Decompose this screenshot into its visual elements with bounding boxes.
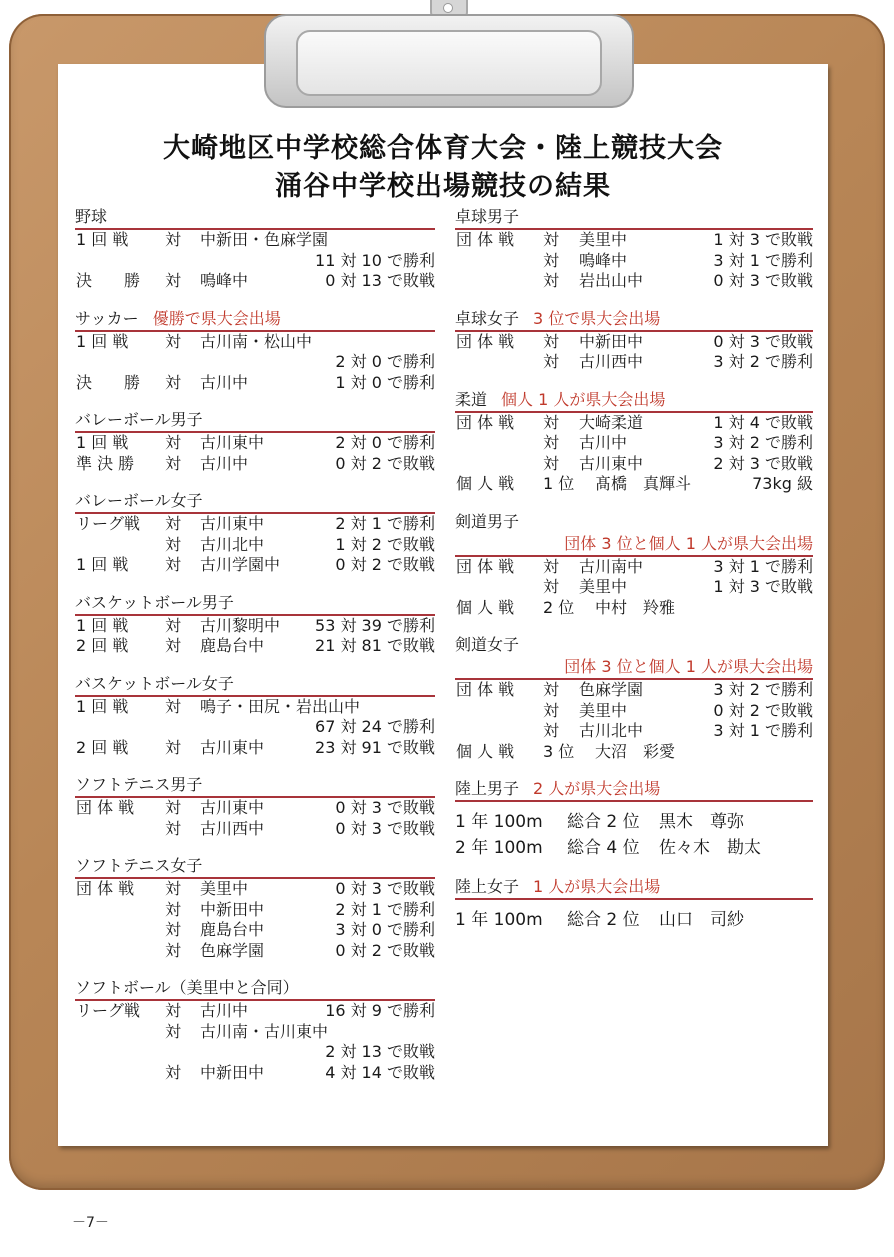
versus-label: 対 — [165, 514, 182, 533]
versus-label: 対 — [165, 920, 182, 939]
opponent-name: 古川東中 — [200, 514, 265, 533]
round-label: 団 体 戦 — [456, 556, 515, 576]
qualification-note: 2 人が県大会出場 — [533, 779, 661, 798]
versus-label: 対 — [165, 271, 182, 290]
event-name: 1 年 100m — [455, 910, 543, 930]
opponent-name: 古川中 — [200, 453, 249, 473]
sport-name: ソフトテニス男子 — [75, 775, 203, 794]
versus-label: 対 — [165, 940, 182, 960]
versus-label: 対 — [165, 798, 182, 817]
result-section — [75, 774, 435, 839]
match-row — [455, 332, 813, 353]
section-heading — [455, 308, 813, 332]
section-heading — [75, 855, 435, 879]
match-score: 16 対 9 で勝利 — [325, 1001, 435, 1020]
result-section — [455, 634, 813, 762]
versus-label: 対 — [165, 818, 182, 838]
versus-label: 対 — [165, 1021, 182, 1041]
match-score: 2 対 13 で敗戦 — [325, 1042, 435, 1061]
match-score: 3 対 2 で勝利 — [713, 352, 813, 371]
versus-label: 対 — [543, 352, 560, 371]
match-row — [75, 514, 435, 535]
clip-hole — [443, 3, 453, 13]
round-label: 2 回 戦 — [76, 636, 129, 655]
match-score: 21 対 81 で敗戦 — [315, 636, 435, 655]
result-section — [455, 308, 813, 373]
match-row — [455, 271, 813, 292]
opponent-name: 古川東中 — [200, 433, 265, 452]
round-label: 団 体 戦 — [456, 680, 515, 699]
section-heading — [455, 876, 813, 900]
versus-label: 対 — [543, 556, 560, 576]
section-heading — [455, 778, 813, 802]
athlete-name: 山口 司紗 — [659, 910, 744, 930]
match-row — [75, 819, 435, 840]
sport-name: 陸上女子 — [455, 877, 520, 896]
match-row — [75, 1022, 435, 1043]
versus-label: 対 — [165, 453, 182, 473]
match-score: 0 対 2 で敗戦 — [713, 700, 813, 720]
versus-label: 対 — [543, 271, 560, 290]
athlete-name: 大沼 彩愛 — [595, 741, 676, 761]
opponent-name: 古川中 — [200, 1001, 249, 1020]
round-label: 個 人 戦 — [456, 597, 515, 617]
match-score: 0 対 3 で敗戦 — [713, 331, 813, 351]
section-heading — [75, 977, 435, 1001]
match-score: 0 対 2 で敗戦 — [335, 940, 435, 960]
left-column — [75, 206, 435, 1099]
opponent-name: 美里中 — [200, 879, 249, 898]
versus-label: 対 — [165, 555, 182, 574]
match-row — [455, 352, 813, 373]
match-score: 67 対 24 で勝利 — [315, 717, 435, 736]
match-row — [455, 433, 813, 454]
section-heading — [455, 511, 813, 557]
match-row — [75, 900, 435, 921]
match-row — [75, 352, 435, 373]
versus-label: 対 — [543, 433, 560, 452]
athletics-section — [455, 778, 813, 860]
individual-rank: 2 位 — [543, 597, 575, 617]
versus-label: 対 — [165, 1062, 182, 1082]
versus-label: 対 — [165, 899, 182, 919]
match-row — [75, 230, 435, 251]
section-heading — [75, 206, 435, 230]
opponent-name: 中新田中 — [200, 1062, 265, 1082]
versus-label: 対 — [543, 577, 560, 596]
weight-class: 73kg 級 — [752, 474, 813, 493]
match-score: 3 対 0 で勝利 — [335, 920, 435, 939]
opponent-name: 鳴峰中 — [579, 250, 628, 270]
right-column — [455, 206, 813, 948]
match-row — [75, 941, 435, 962]
match-score: 0 対 3 で敗戦 — [335, 879, 435, 898]
opponent-name: 色麻学園 — [200, 940, 265, 960]
round-label: リーグ戦 — [76, 1001, 141, 1020]
individual-result-row — [455, 598, 813, 619]
versus-label: 対 — [543, 680, 560, 699]
match-row — [75, 738, 435, 759]
qualification-note: 3 位で県大会出場 — [533, 308, 661, 328]
round-label: 決 勝 — [76, 271, 141, 290]
athletics-section — [455, 876, 813, 932]
opponent-name: 中新田中 — [579, 331, 644, 351]
opponent-name: 古川南中 — [579, 556, 644, 576]
sport-name: 野球 — [75, 207, 108, 226]
round-label: 団 体 戦 — [456, 331, 515, 351]
round-label: 決 勝 — [76, 372, 141, 392]
match-score: 3 対 1 で勝利 — [713, 556, 813, 576]
qualification-note: 団体 3 位と個人 1 人が県大会出場 — [564, 657, 813, 676]
match-row — [455, 454, 813, 475]
opponent-name: 鹿島台中 — [200, 920, 265, 939]
individual-result-row — [455, 474, 813, 495]
result-section — [75, 673, 435, 759]
match-score: 0 対 13 で敗戦 — [325, 271, 435, 290]
match-score: 3 対 1 で勝利 — [713, 250, 813, 270]
sport-name: 陸上男子 — [455, 779, 520, 798]
athlete-name: 髙橋 真輝斗 — [595, 474, 692, 493]
opponent-name: 古川西中 — [579, 352, 644, 371]
versus-label: 対 — [165, 615, 182, 635]
result-section — [75, 855, 435, 961]
match-row — [75, 1063, 435, 1084]
versus-label: 対 — [165, 879, 182, 898]
versus-label: 対 — [165, 737, 182, 757]
round-label: 個 人 戦 — [456, 474, 515, 493]
opponent-name: 古川学園中 — [200, 555, 281, 574]
match-row — [75, 373, 435, 394]
clip-plate — [296, 30, 602, 96]
versus-label: 対 — [165, 534, 182, 554]
opponent-name: 古川東中 — [579, 453, 644, 473]
match-score: 1 対 2 で敗戦 — [335, 534, 435, 554]
sport-name: ソフトボール（美里中と合同） — [75, 978, 299, 997]
opponent-name: 古川中 — [200, 372, 249, 392]
match-row — [455, 413, 813, 434]
page-number: －7－ — [72, 1215, 109, 1231]
overall-rank: 総合 4 位 — [567, 838, 640, 858]
qualification-note: 個人 1 人が県大会出場 — [501, 389, 666, 409]
match-score: 0 対 2 で敗戦 — [335, 453, 435, 473]
opponent-name: 古川東中 — [200, 737, 265, 757]
opponent-name: 美里中 — [579, 577, 628, 596]
qualification-note: 団体 3 位と個人 1 人が県大会出場 — [564, 533, 813, 553]
sport-name: 卓球女子 — [455, 308, 520, 328]
section-heading — [75, 592, 435, 616]
round-label: 1 回 戦 — [76, 615, 129, 635]
versus-label: 対 — [165, 1001, 182, 1020]
overall-rank: 総合 2 位 — [567, 812, 640, 832]
match-row — [75, 636, 435, 657]
round-label: 1 回 戦 — [76, 433, 129, 452]
page-title-line1: 大崎地区中学校総合体育大会・陸上競技大会 — [163, 133, 723, 164]
athlete-name: 中村 羚雅 — [595, 597, 676, 617]
versus-label: 対 — [543, 700, 560, 720]
opponent-name: 古川黎明中 — [200, 615, 281, 635]
section-heading — [75, 673, 435, 697]
match-row — [75, 251, 435, 272]
match-score: 11 対 10 で勝利 — [315, 250, 435, 270]
match-row — [75, 616, 435, 637]
match-score: 2 対 1 で勝利 — [335, 899, 435, 919]
round-label: 団 体 戦 — [456, 230, 515, 249]
match-row — [75, 535, 435, 556]
event-name: 1 年 100m — [455, 812, 543, 832]
versus-label: 対 — [165, 372, 182, 392]
sport-name: バレーボール男子 — [75, 410, 203, 429]
section-heading — [75, 308, 435, 332]
match-row — [75, 717, 435, 738]
versus-label: 対 — [165, 433, 182, 452]
result-section — [75, 206, 435, 292]
page-title-line2: 涌谷中学校出場競技の結果 — [275, 171, 611, 202]
sport-name: サッカー — [75, 308, 139, 328]
overall-rank: 総合 2 位 — [567, 910, 640, 930]
round-label: 団 体 戦 — [456, 412, 515, 432]
round-label: 2 回 戦 — [76, 737, 129, 757]
opponent-name: 中新田・色麻学園 — [200, 230, 329, 249]
sport-name: バスケットボール男子 — [75, 592, 234, 612]
match-row — [455, 721, 813, 742]
result-section — [75, 592, 435, 657]
sport-name: 剣道男子 — [455, 511, 520, 531]
opponent-name: 古川南・松山中 — [200, 331, 313, 351]
match-score: 4 対 14 で敗戦 — [325, 1062, 435, 1082]
match-row — [75, 798, 435, 819]
qualification-note: 優勝で県大会出場 — [152, 308, 281, 328]
result-section — [75, 977, 435, 1083]
sport-name: 卓球男子 — [455, 207, 520, 226]
section-heading — [75, 774, 435, 798]
match-row — [75, 697, 435, 718]
match-score: 23 対 91 で敗戦 — [315, 737, 435, 757]
match-score: 0 対 2 で敗戦 — [335, 555, 435, 574]
round-label: 準 決 勝 — [76, 453, 135, 473]
individual-rank: 1 位 — [543, 474, 575, 493]
athlete-row — [455, 906, 813, 932]
match-row — [75, 433, 435, 454]
versus-label: 対 — [543, 230, 560, 249]
match-score: 0 対 3 で敗戦 — [713, 271, 813, 290]
opponent-name: 古川西中 — [200, 818, 265, 838]
match-row — [455, 557, 813, 578]
match-score: 1 対 4 で敗戦 — [713, 412, 813, 432]
section-heading — [455, 634, 813, 680]
opponent-name: 鳴子・田尻・岩出山中 — [200, 696, 361, 716]
match-score: 53 対 39 で勝利 — [315, 615, 435, 635]
result-section — [75, 308, 435, 394]
match-row — [75, 920, 435, 941]
match-row — [455, 251, 813, 272]
match-row — [455, 230, 813, 251]
versus-label: 対 — [543, 721, 560, 740]
event-name: 2 年 100m — [455, 838, 543, 858]
section-heading — [75, 409, 435, 433]
match-score: 2 対 0 で勝利 — [335, 433, 435, 452]
sport-name: ソフトテニス女子 — [75, 856, 203, 875]
match-row — [455, 680, 813, 701]
athlete-name: 佐々木 勘太 — [659, 838, 761, 858]
match-score: 1 対 3 で敗戦 — [713, 577, 813, 596]
match-score: 2 対 0 で勝利 — [335, 352, 435, 371]
opponent-name: 古川北中 — [579, 721, 644, 740]
match-score: 1 対 0 で勝利 — [335, 372, 435, 392]
sport-name: バレーボール女子 — [75, 491, 203, 510]
match-row — [75, 271, 435, 292]
versus-label: 対 — [165, 230, 182, 249]
section-heading — [455, 389, 813, 413]
versus-label: 対 — [165, 331, 182, 351]
sport-name: 剣道女子 — [455, 635, 520, 654]
opponent-name: 中新田中 — [200, 899, 265, 919]
match-score: 3 対 1 で勝利 — [713, 721, 813, 740]
match-score: 2 対 1 で勝利 — [335, 514, 435, 533]
athlete-row — [455, 834, 813, 860]
match-row — [75, 1001, 435, 1022]
versus-label: 対 — [543, 453, 560, 473]
result-section — [455, 206, 813, 292]
round-label: 個 人 戦 — [456, 741, 515, 761]
sport-name: 柔道 — [455, 389, 488, 409]
opponent-name: 古川北中 — [200, 534, 265, 554]
match-score: 0 対 3 で敗戦 — [335, 798, 435, 817]
match-row — [455, 701, 813, 722]
match-score: 0 対 3 で敗戦 — [335, 818, 435, 838]
match-row — [75, 454, 435, 475]
round-label: 1 回 戦 — [76, 696, 129, 716]
round-label: 1 回 戦 — [76, 331, 129, 351]
result-section — [75, 409, 435, 474]
result-section — [455, 389, 813, 495]
match-row — [455, 577, 813, 598]
opponent-name: 岩出山中 — [579, 271, 644, 290]
qualification-note: 1 人が県大会出場 — [533, 877, 661, 896]
athlete-name: 黒木 尊弥 — [659, 812, 744, 832]
section-heading — [455, 206, 813, 230]
opponent-name: 美里中 — [579, 230, 628, 249]
versus-label: 対 — [165, 696, 182, 716]
match-score: 3 対 2 で勝利 — [713, 680, 813, 699]
match-row — [75, 1042, 435, 1063]
individual-rank: 3 位 — [543, 741, 575, 761]
opponent-name: 古川南・古川東中 — [200, 1021, 329, 1041]
opponent-name: 大崎柔道 — [579, 412, 644, 432]
versus-label: 対 — [543, 250, 560, 270]
athlete-row — [455, 808, 813, 834]
match-row — [75, 879, 435, 900]
opponent-name: 色麻学園 — [579, 680, 644, 699]
versus-label: 対 — [543, 412, 560, 432]
sport-name: バスケットボール女子 — [75, 673, 234, 693]
opponent-name: 古川東中 — [200, 798, 265, 817]
round-label: リーグ戦 — [76, 514, 141, 533]
versus-label: 対 — [543, 331, 560, 351]
round-label: 団 体 戦 — [76, 879, 135, 898]
opponent-name: 古川中 — [579, 433, 628, 452]
match-row — [75, 332, 435, 353]
section-heading — [75, 490, 435, 514]
opponent-name: 鹿島台中 — [200, 636, 265, 655]
result-section — [455, 511, 813, 619]
opponent-name: 鳴峰中 — [200, 271, 249, 290]
round-label: 1 回 戦 — [76, 230, 129, 249]
match-row — [75, 555, 435, 576]
round-label: 団 体 戦 — [76, 798, 135, 817]
match-score: 2 対 3 で敗戦 — [713, 453, 813, 473]
match-score: 3 対 2 で勝利 — [713, 433, 813, 452]
individual-result-row — [455, 742, 813, 763]
opponent-name: 美里中 — [579, 700, 628, 720]
result-section — [75, 490, 435, 576]
versus-label: 対 — [165, 636, 182, 655]
match-score: 1 対 3 で敗戦 — [713, 230, 813, 249]
round-label: 1 回 戦 — [76, 555, 129, 574]
